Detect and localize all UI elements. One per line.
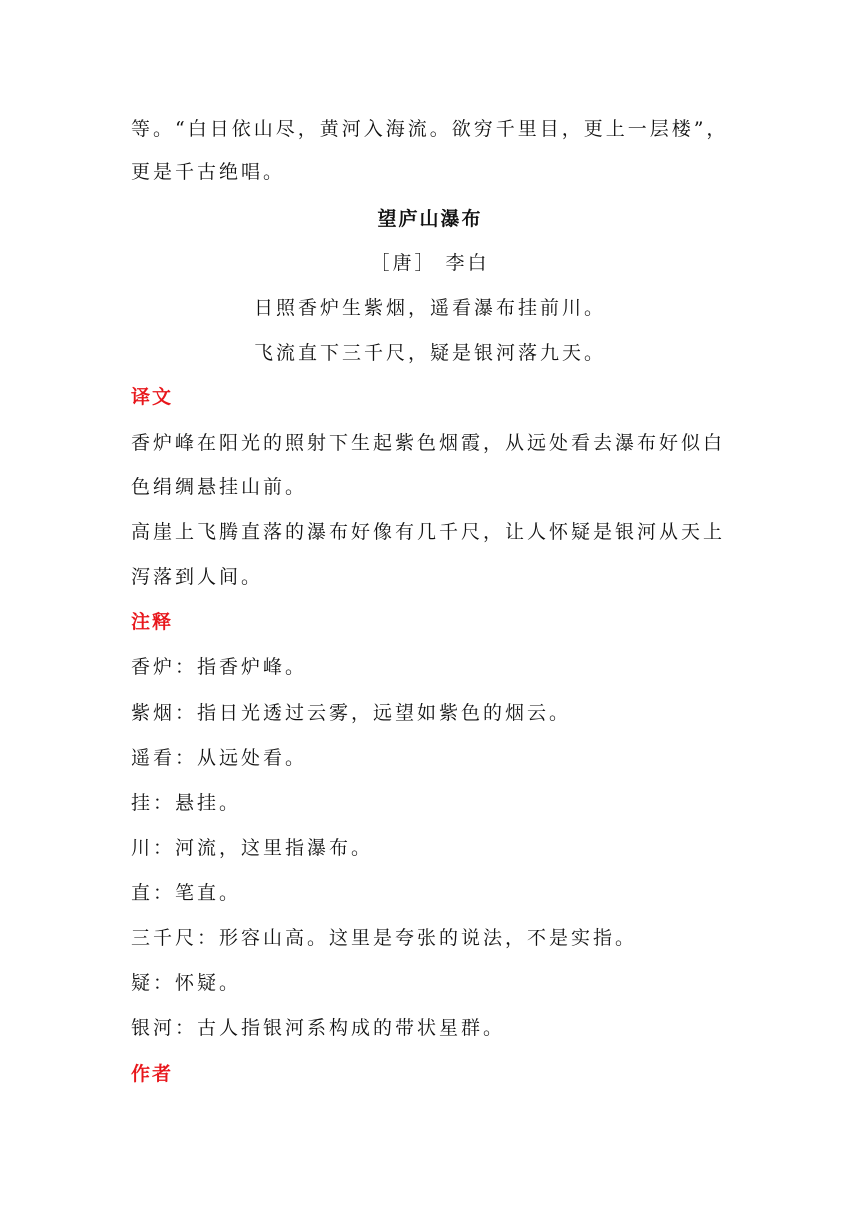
translation-line: 泻落到人间。 [131,566,264,588]
note-item: 挂：悬挂。 [131,792,242,814]
poem-line-1: 日照香炉生紫烟，遥看瀑布挂前川。 [253,297,606,319]
note-item: 遥看：从远处看。 [131,747,308,769]
intro-line-2: 更是千古绝唱。 [131,161,286,183]
translation-heading: 译文 [131,386,174,408]
note-item: 紫烟：指日光透过云雾，远望如紫色的烟云。 [131,702,572,724]
notes-heading: 注释 [131,611,174,633]
poem-title: 望庐山瀑布 [377,208,483,230]
poem-line-2: 飞流直下三千尺，疑是银河落九天。 [253,342,606,364]
note-item: 疑：怀疑。 [131,972,242,994]
translation-line: 香炉峰在阳光的照射下生起紫色烟霞，从远处看去瀑布好似白 [131,432,726,454]
translation-line: 高崖上飞腾直落的瀑布好像有几千尺，让人怀疑是银河从天上 [131,521,726,543]
translation-line: 色绢绸悬挂山前。 [131,476,308,498]
note-item: 香炉：指香炉峰。 [131,656,308,678]
intro-line-1: 等。“白日依山尽，黄河入海流。欲穷千里目，更上一层楼”， [131,118,729,140]
note-item: 银河：古人指银河系构成的带状星群。 [131,1017,506,1039]
poem-author: ［唐］ 李白 [370,252,490,274]
note-item: 三千尺：形容山高。这里是夸张的说法，不是实指。 [131,927,638,949]
author-heading: 作者 [131,1063,174,1085]
note-item: 川：河流，这里指瀑布。 [131,837,374,859]
note-item: 直：笔直。 [131,882,242,904]
